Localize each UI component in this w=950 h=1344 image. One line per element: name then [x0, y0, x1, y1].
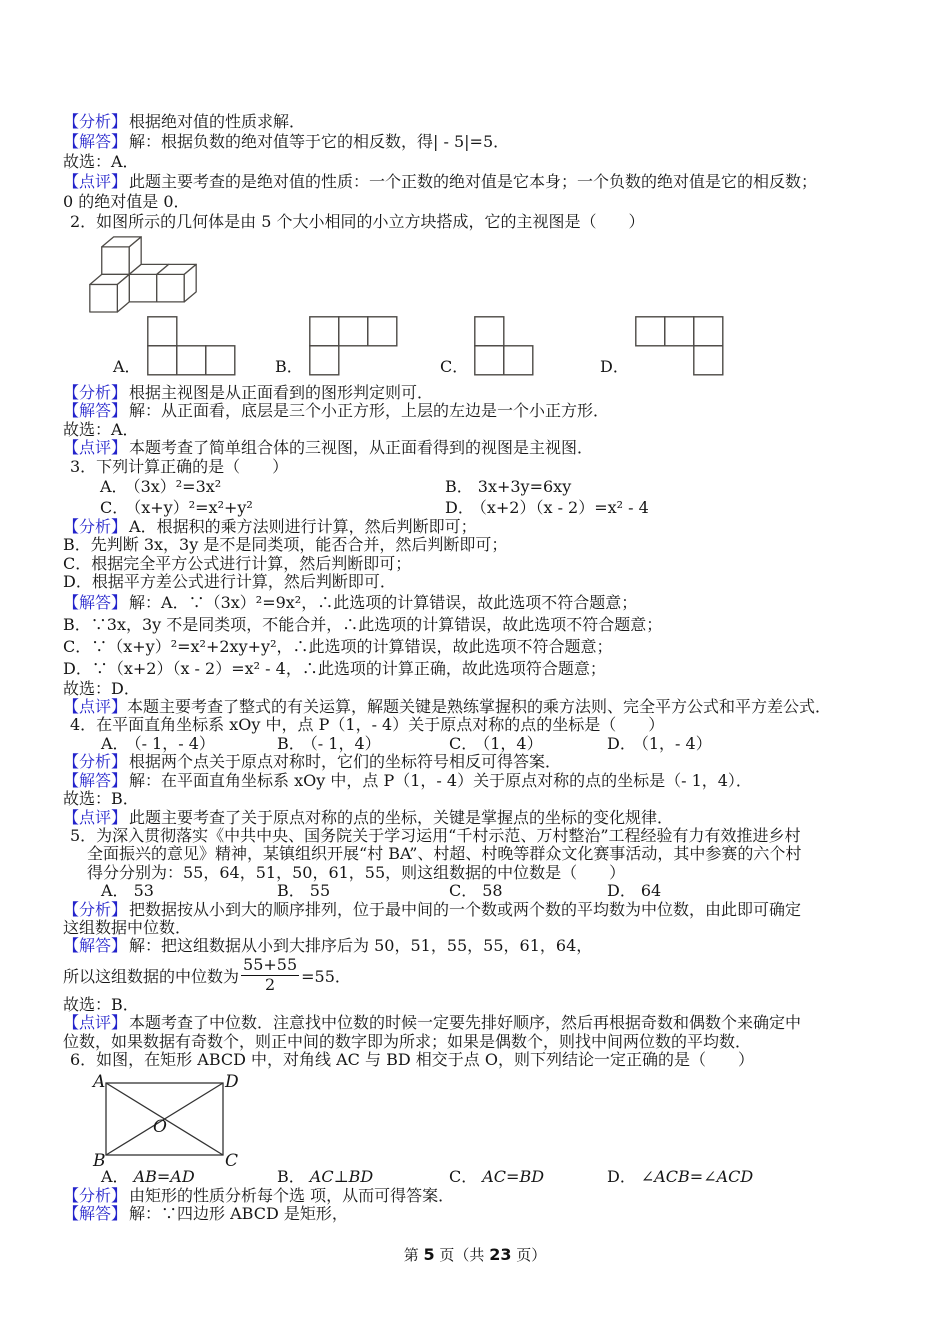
q5-analysis-line1: [63, 901, 889, 919]
corner-label-a: A: [93, 1072, 106, 1093]
q6-answer-line: [63, 1205, 889, 1223]
q5-option-c: [449, 882, 607, 900]
option-d-text: （x+2）（x - 2）=x² - 4: [478, 498, 649, 518]
comment-text: 本题主要考查了整式的有关运算，解题关键是熟练掌握积的乘方法则、完全平方公式和平方差公式．: [127, 697, 832, 717]
document-body: [63, 112, 889, 1224]
q2-option-c: [440, 316, 534, 376]
option-c-text: （x+y）²=x²+y²: [133, 498, 253, 518]
q3-choice-line: 故选：D．: [63, 678, 140, 698]
option-b-label: B．: [277, 881, 305, 901]
footer-text: 页）: [511, 1246, 547, 1264]
option-a-label: A．: [101, 733, 129, 753]
q4-answer-line: [63, 772, 889, 790]
option-a-label: A．: [101, 1167, 129, 1187]
answer-text: 解：根据负数的绝对值等于它的相反数，得| - 5|=5．: [129, 132, 510, 151]
q2-choice-line: 故选：A．: [63, 419, 139, 439]
fraction-numerator: 55+55: [243, 955, 298, 975]
comment-text: 本题考查了中位数．注意找中位数的时候一定要先排好顺序，然后再根据奇数和偶数个来确定中: [129, 1013, 802, 1033]
page-number: 5: [423, 1245, 435, 1264]
q5-comment-line2: 位数，如果数据有奇数个，则正中间的数字即为所求；如果是偶数个，则找中间两位数的平均数．: [63, 1031, 752, 1051]
q3-analysis-b: B．先判断 3x，3y 是不是同类项，能否合并，然后判断即可；: [63, 535, 508, 555]
option-d-text: ∠ACB=∠ACD: [640, 1167, 754, 1187]
q5-median-line: [63, 956, 889, 996]
answer-text: 解：A．∵（3x）²=9x²，∴此选项的计算错误，故此选项不符合题意；: [129, 592, 638, 612]
analysis-label: 【分析】: [63, 752, 128, 772]
q3-comment-line: [63, 698, 889, 716]
q6-option-c: [449, 1168, 607, 1186]
answer-label: 【解答】: [63, 936, 128, 956]
option-a-text: AB=AD: [133, 1167, 195, 1187]
q5-comment-line1: [63, 1014, 889, 1032]
q3-title: 3．下列计算正确的是（ ）: [70, 456, 289, 476]
q6-title: 6．如图，在矩形 ABCD 中，对角线 AC 与 BD 相交于点 O，则下列结论一定正确的是（ ）: [70, 1049, 754, 1069]
comment-label: 【点评】: [63, 438, 128, 458]
q3-option-a: [100, 476, 445, 497]
q2-answer-line: [63, 402, 889, 420]
comment-text: 本题考查了简单组合体的三视图，从正面看得到的视图是主视图．: [129, 438, 594, 458]
q2-analysis-line: [63, 384, 889, 402]
footer-text: 第: [403, 1246, 424, 1264]
q5-option-b: [277, 882, 449, 900]
front-view-a-figure: [147, 316, 236, 376]
option-a-text: （3x）²=3x²: [132, 477, 222, 497]
q4-option-c: [449, 735, 607, 753]
answer-text: 解：把这组数据从小到大排序后为 50，51，55，55，61，64，: [129, 936, 593, 956]
option-b-label: B．: [275, 357, 303, 376]
comment-text: 此题主要考查的是绝对值的性质：一个正数的绝对值是它本身；一个负数的绝对值是它的相反数；: [129, 172, 818, 191]
q3-option-b: [445, 476, 571, 497]
q4-comment-line: [63, 809, 889, 827]
analysis-text: 由矩形的性质分析每个选 项，从而可得答案．: [129, 1185, 455, 1205]
option-a-label: A．: [101, 881, 129, 901]
q4-choice-line: 故选：B．: [63, 789, 139, 809]
total-pages: 23: [489, 1245, 512, 1264]
q6-options-row: [63, 1168, 889, 1186]
q5-choice-line: 故选：B．: [63, 994, 139, 1014]
option-c-label: C．: [440, 357, 469, 376]
q2-title: 2．如图所示的几何体是由 5 个大小相同的小立方块搭成，它的主视图是（ ）: [70, 212, 645, 231]
q6-option-a: [101, 1168, 277, 1186]
analysis-text: 把数据按从小到大的顺序排列，位于最中间的一个数或两个数的平均数为中位数，由此即可确定: [129, 899, 802, 919]
q4-title: 4．在平面直角坐标系 xOy 中，点 P（1，- 4）关于原点对称的点的坐标是（ ）: [70, 715, 665, 735]
option-d-label: D．: [607, 733, 636, 753]
analysis-label: 【分析】: [63, 112, 128, 131]
comment-label: 【点评】: [63, 1013, 128, 1033]
analysis-text: 根据主视图是从正面看到的图形判定则可．: [129, 383, 434, 402]
q3-analysis-a: [63, 518, 889, 536]
q6-option-d: [607, 1168, 753, 1186]
q3-option-d: [445, 497, 649, 518]
q4-option-b: [277, 735, 449, 753]
option-a-text: （- 1，- 4）: [133, 733, 215, 753]
option-a-text: 53: [133, 881, 154, 901]
option-d-label: D．: [607, 1167, 636, 1187]
q3-option-c: [100, 497, 445, 518]
fraction-denominator: 2: [264, 975, 276, 995]
option-d-text: （1，- 4）: [640, 733, 712, 753]
median-prefix: 所以这组数据的中位数为: [63, 967, 240, 987]
q5-analysis-line2: 这组数据中位数．: [63, 917, 192, 937]
option-b-text: 55: [309, 881, 331, 901]
q1-choice-line: 故选：A．: [63, 152, 139, 171]
option-c-text: 58: [482, 881, 503, 901]
q5-option-d: [607, 882, 661, 900]
analysis-label: 【分析】: [63, 517, 128, 537]
q1-comment-line: [63, 172, 889, 192]
option-d-label: D．: [445, 498, 474, 518]
center-label-o: O: [153, 1117, 167, 1138]
analysis-label: 【分析】: [63, 1185, 128, 1205]
q5-title-line2: 全面振兴的意见》精神，某镇组织开展“村 BA”、村超、村晚等群众文化赛事活动，其中参赛的六个村: [87, 844, 802, 864]
q2-option-a: [113, 316, 236, 376]
option-c-label: C．: [100, 498, 129, 518]
comment-text: 此题主要考查了关于原点对称的点的坐标，关键是掌握点的坐标的变化规律．: [129, 807, 674, 827]
corner-label-c: C: [225, 1151, 239, 1169]
q5-title-line1: 5．为深入贯彻落实《中共中央、国务院关于学习运用“千村示范、万村整治”工程经验有力有效推进乡村: [70, 825, 801, 845]
q2-option-d: [600, 316, 724, 376]
option-d-label: D．: [600, 357, 629, 376]
q3-answer-a: [63, 592, 889, 614]
q3-answer-b: B．∵3x，3y 不是同类项，不能合并，∴此选项的计算错误，故此选项不符合题意；: [63, 614, 663, 634]
answer-text: 解：∵四边形 ABCD 是矩形，: [129, 1204, 348, 1224]
q4-option-d: [607, 735, 712, 753]
q3-options-row-2: [63, 497, 889, 518]
option-b-label: B．: [277, 1167, 305, 1187]
q1-comment-line2: 0 的绝对值是 0．: [63, 192, 190, 211]
option-c-label: C．: [449, 733, 478, 753]
analysis-text: 根据绝对值的性质求解．: [129, 112, 306, 131]
analysis-label: 【分析】: [63, 899, 128, 919]
rectangle-diagonals-figure: [91, 1071, 889, 1168]
option-d-text: 64: [640, 881, 662, 901]
q3-answer-c: C．∵（x+y）²=x²+2xy+y²，∴此选项的计算错误，故此选项不符合题意；: [63, 636, 613, 656]
q3-answer-d: D．∵（x+2）（x - 2）=x² - 4，∴此选项的计算正确，故此选项符合题意；: [63, 658, 606, 678]
q1-analysis-line: [63, 112, 889, 132]
q5-answer-line: [63, 937, 889, 955]
q5-title-line3: 得分分别为：55，64，51，50，61，55，则这组数据的中位数是（ ）: [87, 862, 626, 882]
option-c-label: C．: [449, 1167, 478, 1187]
option-a-label: A．: [113, 357, 141, 376]
q3-analysis-c: C．根据完全平方公式进行计算，然后判断即可；: [63, 553, 412, 573]
answer-label: 【解答】: [63, 132, 128, 151]
q5-option-a: [101, 882, 277, 900]
front-view-c-figure: [474, 316, 534, 376]
option-b-text: 3x+3y=6xy: [477, 477, 572, 497]
option-c-text: AC=BD: [482, 1167, 545, 1187]
answer-label: 【解答】: [63, 401, 128, 421]
q4-options-row: [63, 735, 889, 753]
rectangle-figure-svg: [91, 1071, 241, 1168]
q3-analysis-d: D．根据平方差公式进行计算，然后判断即可．: [63, 572, 396, 592]
comment-label: 【点评】: [63, 807, 128, 827]
option-b-label: B．: [445, 477, 473, 497]
q4-option-a: [101, 735, 277, 753]
corner-label-d: D: [225, 1072, 239, 1093]
option-b-label: B．: [277, 733, 305, 753]
q3-options-row-1: [63, 476, 889, 497]
q2-option-b: [275, 316, 398, 376]
option-b-text: （- 1，4）: [309, 733, 381, 753]
answer-text: 解：在平面直角坐标系 xOy 中，点 P（1，- 4）关于原点对称的点的坐标是（- 1，4）．: [129, 770, 752, 790]
median-result: =55．: [301, 967, 351, 987]
front-view-b-figure: [309, 316, 398, 376]
cube-stack-figure: [88, 234, 889, 314]
q6-analysis-line: [63, 1187, 889, 1205]
comment-label: 【点评】: [63, 697, 128, 717]
cube-stack-svg: [88, 234, 198, 313]
analysis-text: A．根据积的乘方法则进行计算，然后判断即可；: [129, 517, 477, 537]
option-b-text: AC⊥BD: [309, 1167, 374, 1187]
median-fraction: [241, 957, 299, 994]
front-view-d-figure: [635, 316, 724, 376]
corner-label-b: B: [93, 1151, 106, 1169]
q2-comment-line: [63, 439, 889, 457]
q2-option-figures-row: [63, 314, 889, 376]
q6-option-b: [277, 1168, 449, 1186]
footer-text: 页（共: [434, 1246, 490, 1264]
page-footer: [0, 1244, 950, 1265]
answer-label: 【解答】: [63, 592, 128, 612]
analysis-text: 根据两个点关于原点对称时，它们的坐标符号相反可得答案．: [129, 752, 562, 772]
q4-analysis-line: [63, 753, 889, 771]
answer-text: 解：从正面看，底层是三个小正方形，上层的左边是一个小正方形．: [129, 401, 610, 421]
option-c-text: （1，4）: [482, 733, 543, 753]
comment-label: 【点评】: [63, 172, 128, 191]
option-a-label: A．: [100, 477, 128, 497]
q5-options-row: [63, 882, 889, 900]
answer-label: 【解答】: [63, 770, 128, 790]
q1-answer-line: [63, 132, 889, 152]
answer-label: 【解答】: [63, 1204, 128, 1224]
option-d-label: D．: [607, 881, 636, 901]
option-c-label: C．: [449, 881, 478, 901]
analysis-label: 【分析】: [63, 383, 128, 402]
